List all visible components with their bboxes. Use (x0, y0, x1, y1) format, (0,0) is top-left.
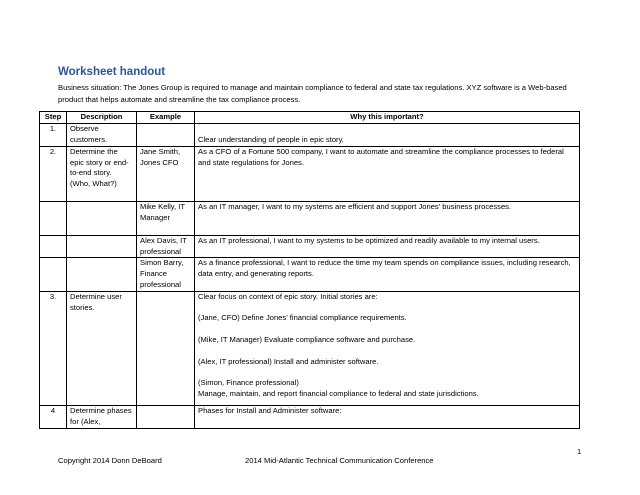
cell-description (67, 235, 137, 258)
cell-why: As an IT professional, I want to my systems to be optimized and readily available to my internal users. (195, 235, 580, 258)
cell-description: Observe customers. (67, 123, 137, 146)
page-title: Worksheet handout (58, 66, 166, 78)
cell-example (137, 123, 195, 146)
cell-description: Determine user stories. (67, 291, 137, 405)
cell-example: Jane Smith, Jones CFO (137, 146, 195, 201)
header-step: Step (40, 112, 67, 124)
cell-example: Mike Kelly, IT Manager (137, 201, 195, 235)
cell-why: As a CFO of a Fortune 500 company, I want to automate and streamline the compliance processes to federal and state regulations for Jones. (195, 146, 580, 201)
cell-why (195, 291, 580, 405)
header-why: Why this important? (195, 112, 580, 124)
user-story-simon-label: (Simon, Finance professional) (198, 378, 299, 388)
user-story-jane: (Jane, CFO) Define Jones' financial compliance requirements. (198, 313, 407, 323)
cell-step: 4 (40, 405, 67, 428)
cell-step (40, 235, 67, 258)
cell-example: Alex Davis, IT professional (137, 235, 195, 258)
table-row (40, 123, 580, 146)
header-description: Description (67, 112, 137, 124)
footer-copyright: Copyright 2014 Donn DeBoard (58, 456, 162, 465)
cell-step (40, 201, 67, 235)
cell-why (195, 123, 580, 146)
cell-description (67, 201, 137, 235)
cell-step: 1. (40, 123, 67, 146)
worksheet-table (39, 111, 580, 429)
cell-description: Determine phases for (Alex, (67, 405, 137, 428)
cell-step (40, 258, 67, 291)
cell-step: 2. (40, 146, 67, 201)
table-row (40, 291, 580, 405)
footer-conference: 2014 Mid-Atlantic Technical Communication Conference (245, 456, 434, 465)
user-story-simon: Manage, maintain, and report financial compliance to federal and state jurisdictions. (198, 388, 479, 398)
cell-why: As an IT manager, I want to my systems are efficient and support Jones' business processes. (195, 201, 580, 235)
user-story-alex: (Alex, IT professional) Install and administer software. (198, 356, 379, 366)
table-row (40, 201, 580, 235)
table-row (40, 405, 580, 428)
cell-description (67, 258, 137, 291)
table-row (40, 258, 580, 291)
intro-paragraph: Business situation: The Jones Group is required to manage and maintain compliance to federal and state tax regulations. XYZ software is a Web-based product that helps automate and streamline the tax compliance process. (58, 83, 567, 104)
header-example: Example (137, 112, 195, 124)
page-number: 1 (577, 447, 582, 456)
table-header-row (40, 112, 580, 124)
cell-why-text: Clear understanding of people in epic story. (198, 135, 344, 144)
user-stories-intro: Clear focus on context of epic story. Initial stories are: (198, 291, 378, 301)
cell-example (137, 405, 195, 428)
cell-example (137, 291, 195, 405)
table-row (40, 235, 580, 258)
table-row (40, 146, 580, 201)
user-story-mike: (Mike, IT Manager) Evaluate compliance software and purchase. (198, 334, 416, 344)
cell-why: Phases for Install and Administer software: (195, 405, 580, 428)
cell-description: Determine the epic story or end-to-end story. (Who, What?) (67, 146, 137, 201)
cell-why: As a finance professional, I want to reduce the time my team spends on compliance issues, including research, data entry, and generating reports. (195, 258, 580, 291)
cell-step: 3. (40, 291, 67, 405)
cell-example: Simon Barry, Finance professional (137, 258, 195, 291)
